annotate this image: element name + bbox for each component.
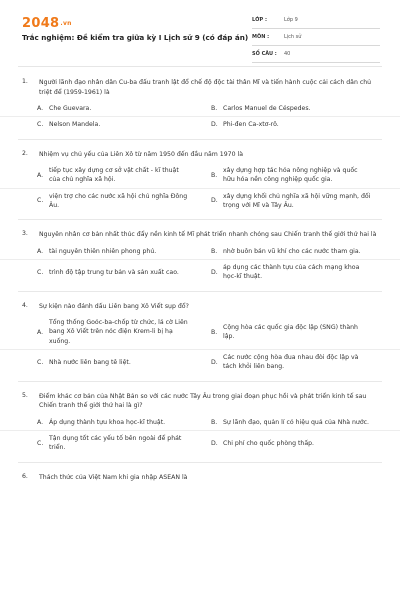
meta-value: 40	[284, 51, 291, 57]
option-letter: D.	[211, 439, 218, 447]
question-text: Người lãnh đạo nhân dân Cu-ba đấu tranh lật đổ chế độ độc tài thân Mĩ và tiến hành cuộc cải cách dân chủ triệt để (1959-1961) là	[39, 79, 372, 96]
option-row	[0, 415, 400, 430]
option-text: tiếp tục xây dựng cơ sở vật chất - kĩ thuật của chủ nghĩa xã hội.	[49, 167, 179, 184]
answer-options	[0, 244, 400, 285]
option-text: xây dựng khối chủ nghĩa xã hội vững mạnh, đối trọng với Mĩ và Tây Âu.	[223, 192, 371, 209]
option-text: trình độ tập trung tư bản và sản xuất cao.	[49, 268, 179, 276]
option-text: viện trợ cho các nước xã hội chủ nghĩa Đông Âu.	[49, 192, 188, 209]
option-text: Áp dụng thành tựu khoa học-kĩ thuật.	[49, 418, 166, 426]
meta-row-grade	[252, 14, 380, 29]
header	[0, 0, 400, 64]
option-text: Nhà nước liên bang tê liệt.	[49, 358, 131, 366]
option-letter: B.	[211, 171, 218, 179]
meta-label: MÔN :	[252, 34, 270, 40]
question-text: Nguyên nhân cơ bản nhất thúc đẩy nền kinh tế Mĩ phát triển nhanh chóng sau Chiến tranh thế giới thứ hai là	[39, 231, 377, 239]
option-text: xây dựng hợp tác hóa nông nghiệp và quốc hữu hóa nền công nghiệp quốc gia.	[223, 167, 358, 184]
meta-label: SỐ CÂU :	[252, 51, 277, 57]
option-row	[0, 101, 400, 116]
option-a[interactable]	[37, 104, 207, 113]
question	[0, 150, 400, 221]
question-number: 5.	[22, 391, 28, 399]
option-text: Cộng hòa các quốc gia độc lập (SNG) thành lập.	[223, 323, 358, 341]
question-list	[0, 78, 400, 492]
question-divider	[18, 219, 382, 220]
option-row	[0, 116, 400, 132]
logo-suffix: .vn	[60, 20, 72, 27]
option-text: Các nước cộng hòa đua nhau đòi độc lập và tách khỏi liên bang.	[223, 354, 359, 371]
site-logo[interactable]	[22, 16, 72, 31]
option-text: Carlos Manuel de Céspedes.	[223, 105, 311, 112]
meta-row-count	[252, 48, 380, 63]
option-text: Sự lãnh đạo, quản lí có hiệu quả của Nhà nước.	[223, 418, 369, 426]
option-letter: C.	[37, 358, 44, 366]
answer-options	[0, 415, 400, 456]
option-b[interactable]	[211, 104, 381, 113]
option-c[interactable]	[37, 120, 207, 129]
meta-panel	[252, 14, 380, 65]
option-row	[0, 315, 400, 349]
option-row	[0, 430, 400, 456]
question-text: Điểm khác cơ bản của Nhật Bản so với các nước Tây Âu trong giai đoạn phục hồi và phát triển kinh tế sau Chiến tranh thế giới thứ hai là gì?	[39, 392, 367, 410]
option-a[interactable]	[37, 318, 207, 346]
question-divider	[18, 381, 382, 382]
option-letter: A.	[37, 418, 44, 426]
question-number: 3.	[22, 230, 28, 238]
option-letter: B.	[211, 328, 218, 336]
option-b[interactable]	[211, 247, 381, 256]
answer-options	[0, 163, 400, 213]
question	[0, 78, 400, 140]
meta-value: Lớp 9	[284, 17, 298, 23]
option-c[interactable]	[37, 434, 207, 453]
option-text: Che Guevara.	[49, 105, 92, 112]
option-c[interactable]	[37, 268, 207, 277]
question-divider	[18, 462, 382, 463]
option-row	[0, 163, 400, 188]
question-divider	[18, 291, 382, 292]
option-letter: A.	[37, 171, 44, 179]
page-title: Trắc nghiệm: Đề kiểm tra giữa kỳ I Lịch sử 9 (có đáp án)	[22, 33, 249, 42]
option-a[interactable]	[37, 166, 207, 185]
option-letter: D.	[211, 121, 218, 129]
option-letter: C.	[37, 121, 44, 129]
question	[0, 392, 400, 463]
option-a[interactable]	[37, 247, 207, 256]
option-letter: C.	[37, 197, 44, 205]
option-b[interactable]	[211, 323, 381, 342]
option-text: Nelson Mandela.	[49, 121, 101, 129]
option-row	[0, 244, 400, 259]
option-row	[0, 349, 400, 375]
option-text: tài nguyên thiên nhiên phong phú.	[49, 247, 157, 255]
option-d[interactable]	[211, 263, 381, 282]
option-c[interactable]	[37, 358, 207, 367]
option-d[interactable]	[211, 353, 381, 372]
option-letter: D.	[211, 268, 218, 276]
question-text: Nhiệm vụ chủ yếu của Liên Xô từ năm 1950 đến đầu năm 1970 là	[39, 150, 244, 158]
option-b[interactable]	[211, 166, 381, 185]
meta-label: LỚP :	[252, 17, 267, 23]
option-text: Chi phí cho quốc phòng thấp.	[223, 439, 315, 447]
logo-name: 2048	[22, 16, 60, 31]
option-a[interactable]	[37, 418, 207, 427]
meta-value: Lịch sử	[284, 34, 302, 40]
answer-options	[0, 101, 400, 133]
option-letter: D.	[211, 358, 218, 366]
option-b[interactable]	[211, 418, 381, 427]
question-number: 1.	[22, 78, 28, 85]
option-letter: C.	[37, 268, 44, 276]
question	[0, 473, 400, 483]
option-letter: D.	[211, 197, 218, 205]
question-text: Sự kiện nào đánh dấu Liên bang Xô Viết sụp đổ?	[39, 302, 189, 310]
option-letter: A.	[37, 105, 44, 113]
question-number: 6.	[22, 472, 28, 480]
question	[0, 230, 400, 291]
question-number: 2.	[22, 149, 28, 157]
option-letter: A.	[37, 247, 44, 255]
option-letter: B.	[211, 247, 218, 255]
question	[0, 302, 400, 382]
answer-options	[0, 315, 400, 374]
option-row	[0, 259, 400, 285]
option-letter: B.	[211, 418, 218, 426]
option-letter: B.	[211, 105, 218, 113]
option-text: Tổng thống Goóc-ba-chốp từ chức, lá cờ Liên bang Xô Viết trên nóc điện Krem-li bị hạ xuống.	[49, 319, 188, 345]
question-number: 4.	[22, 301, 28, 309]
option-text: nhờ buôn bán vũ khí cho các nước tham gia.	[223, 247, 361, 255]
option-text: áp dụng các thành tựu của cách mạng khoa học-kĩ thuật.	[223, 264, 360, 281]
option-letter: C.	[37, 439, 44, 447]
question-text: Thách thức của Việt Nam khi gia nhập ASEAN là	[39, 473, 188, 481]
option-letter: A.	[37, 328, 44, 336]
option-d[interactable]	[211, 120, 381, 129]
option-d[interactable]	[211, 192, 381, 211]
meta-row-subject	[252, 31, 380, 46]
option-text: Tận dụng tốt các yếu tố bên ngoài để phát triển.	[49, 434, 182, 452]
option-c[interactable]	[37, 192, 207, 211]
option-row	[0, 188, 400, 214]
header-divider	[18, 66, 382, 67]
option-text: Phi-đen Ca-xtơ-rô.	[223, 121, 279, 129]
question-divider	[18, 139, 382, 140]
option-d[interactable]	[211, 439, 381, 448]
